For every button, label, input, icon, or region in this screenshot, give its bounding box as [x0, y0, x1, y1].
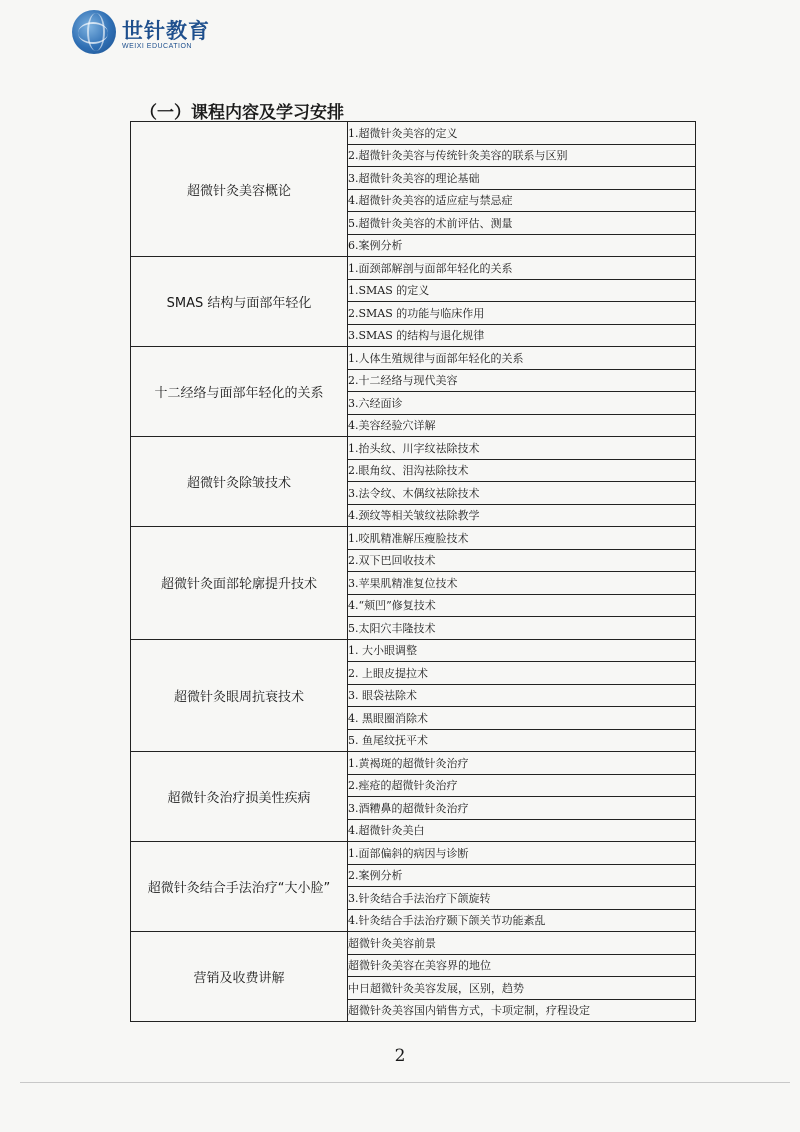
divider: [20, 1082, 790, 1083]
module-item: 5.超微针灸美容的术前评估、测量: [348, 212, 696, 235]
module-item: 4.针灸结合手法治疗颞下颌关节功能紊乱: [348, 909, 696, 932]
module-item: 1.超微针灸美容的定义: [348, 122, 696, 145]
module-item: 4.超微针灸美白: [348, 819, 696, 842]
table-row: [131, 122, 696, 145]
module-item: 1.面部偏斜的病因与诊断: [348, 842, 696, 865]
module-item: 3.法令纹、木偶纹祛除技术: [348, 482, 696, 505]
module-item: 4.美容经验穴详解: [348, 414, 696, 437]
module-topic: 超微针灸治疗损美性疾病: [131, 752, 348, 842]
module-item: 4.“颊凹”修复技术: [348, 594, 696, 617]
module-topic: 超微针灸结合手法治疗“大小脸”: [131, 842, 348, 932]
module-item: 1. 大小眼调整: [348, 639, 696, 662]
table-row: [131, 347, 696, 370]
module-topic: 超微针灸面部轮廓提升技术: [131, 527, 348, 640]
course-table: [130, 121, 696, 1022]
module-topic: 超微针灸美容概论: [131, 122, 348, 257]
module-item: 3.酒糟鼻的超微针灸治疗: [348, 797, 696, 820]
module-item: 2.双下巴回收技术: [348, 549, 696, 572]
module-item: 2.十二经络与现代美容: [348, 369, 696, 392]
module-item: 2.超微针灸美容与传统针灸美容的联系与区别: [348, 144, 696, 167]
module-item: 超微针灸美容前景: [348, 932, 696, 955]
module-item: 超微针灸美容国内销售方式，卡项定制，疗程设定: [348, 999, 696, 1022]
module-item: 2. 上眼皮提拉术: [348, 662, 696, 685]
module-item: 2.眼角纹、泪沟祛除技术: [348, 459, 696, 482]
globe-logo-icon: [72, 10, 116, 54]
module-item: 3.苹果肌精准复位技术: [348, 572, 696, 595]
module-topic: SMAS 结构与面部年轻化: [131, 257, 348, 347]
module-topic: 十二经络与面部年轻化的关系: [131, 347, 348, 437]
module-topic: 超微针灸除皱技术: [131, 437, 348, 527]
module-item: 1.咬肌精准解压瘦脸技术: [348, 527, 696, 550]
module-item: 4.颈纹等相关皱纹祛除教学: [348, 504, 696, 527]
module-item: 1.抬头纹、川字纹祛除技术: [348, 437, 696, 460]
table-row: [131, 527, 696, 550]
module-item: 3.超微针灸美容的理论基础: [348, 167, 696, 190]
module-item: 2.痤疮的超微针灸治疗: [348, 774, 696, 797]
module-item: 2.SMAS 的功能与临床作用: [348, 302, 696, 325]
module-item: 3. 眼袋祛除术: [348, 684, 696, 707]
logo-subtitle: WEIXI EDUCATION: [122, 42, 192, 50]
table-row: [131, 932, 696, 955]
table-row: [131, 437, 696, 460]
module-item: 5. 鱼尾纹抚平术: [348, 729, 696, 752]
module-item: 5.太阳穴丰隆技术: [348, 617, 696, 640]
module-topic: 营销及收费讲解: [131, 932, 348, 1022]
module-item: 1.黄褐斑的超微针灸治疗: [348, 752, 696, 775]
table-row: [131, 752, 696, 775]
table-row: [131, 842, 696, 865]
module-item: 3.针灸结合手法治疗下颌旋转: [348, 887, 696, 910]
table-row: [131, 639, 696, 662]
module-item: 2.案例分析: [348, 864, 696, 887]
module-topic: 超微针灸眼周抗衰技术: [131, 639, 348, 752]
module-item: 4. 黑眼圈消除术: [348, 707, 696, 730]
module-item: 3.六经面诊: [348, 392, 696, 415]
module-item: 3.SMAS 的结构与退化规律: [348, 324, 696, 347]
module-item: 中日超微针灸美容发展，区别，趋势: [348, 977, 696, 1000]
logo: [72, 10, 210, 54]
module-item: 1.SMAS 的定义: [348, 279, 696, 302]
table-row: [131, 257, 696, 280]
module-item: 6.案例分析: [348, 234, 696, 257]
section-title: （一）课程内容及学习安排: [140, 103, 344, 123]
module-item: 4.超微针灸美容的适应症与禁忌症: [348, 189, 696, 212]
page-number: 2: [394, 1046, 406, 1066]
module-item: 1.人体生殖规律与面部年轻化的关系: [348, 347, 696, 370]
module-item: 1.面颈部解剖与面部年轻化的关系: [348, 257, 696, 280]
module-item: 超微针灸美容在美容界的地位: [348, 954, 696, 977]
logo-text: [122, 15, 210, 50]
logo-name: 世针教育: [122, 18, 210, 43]
